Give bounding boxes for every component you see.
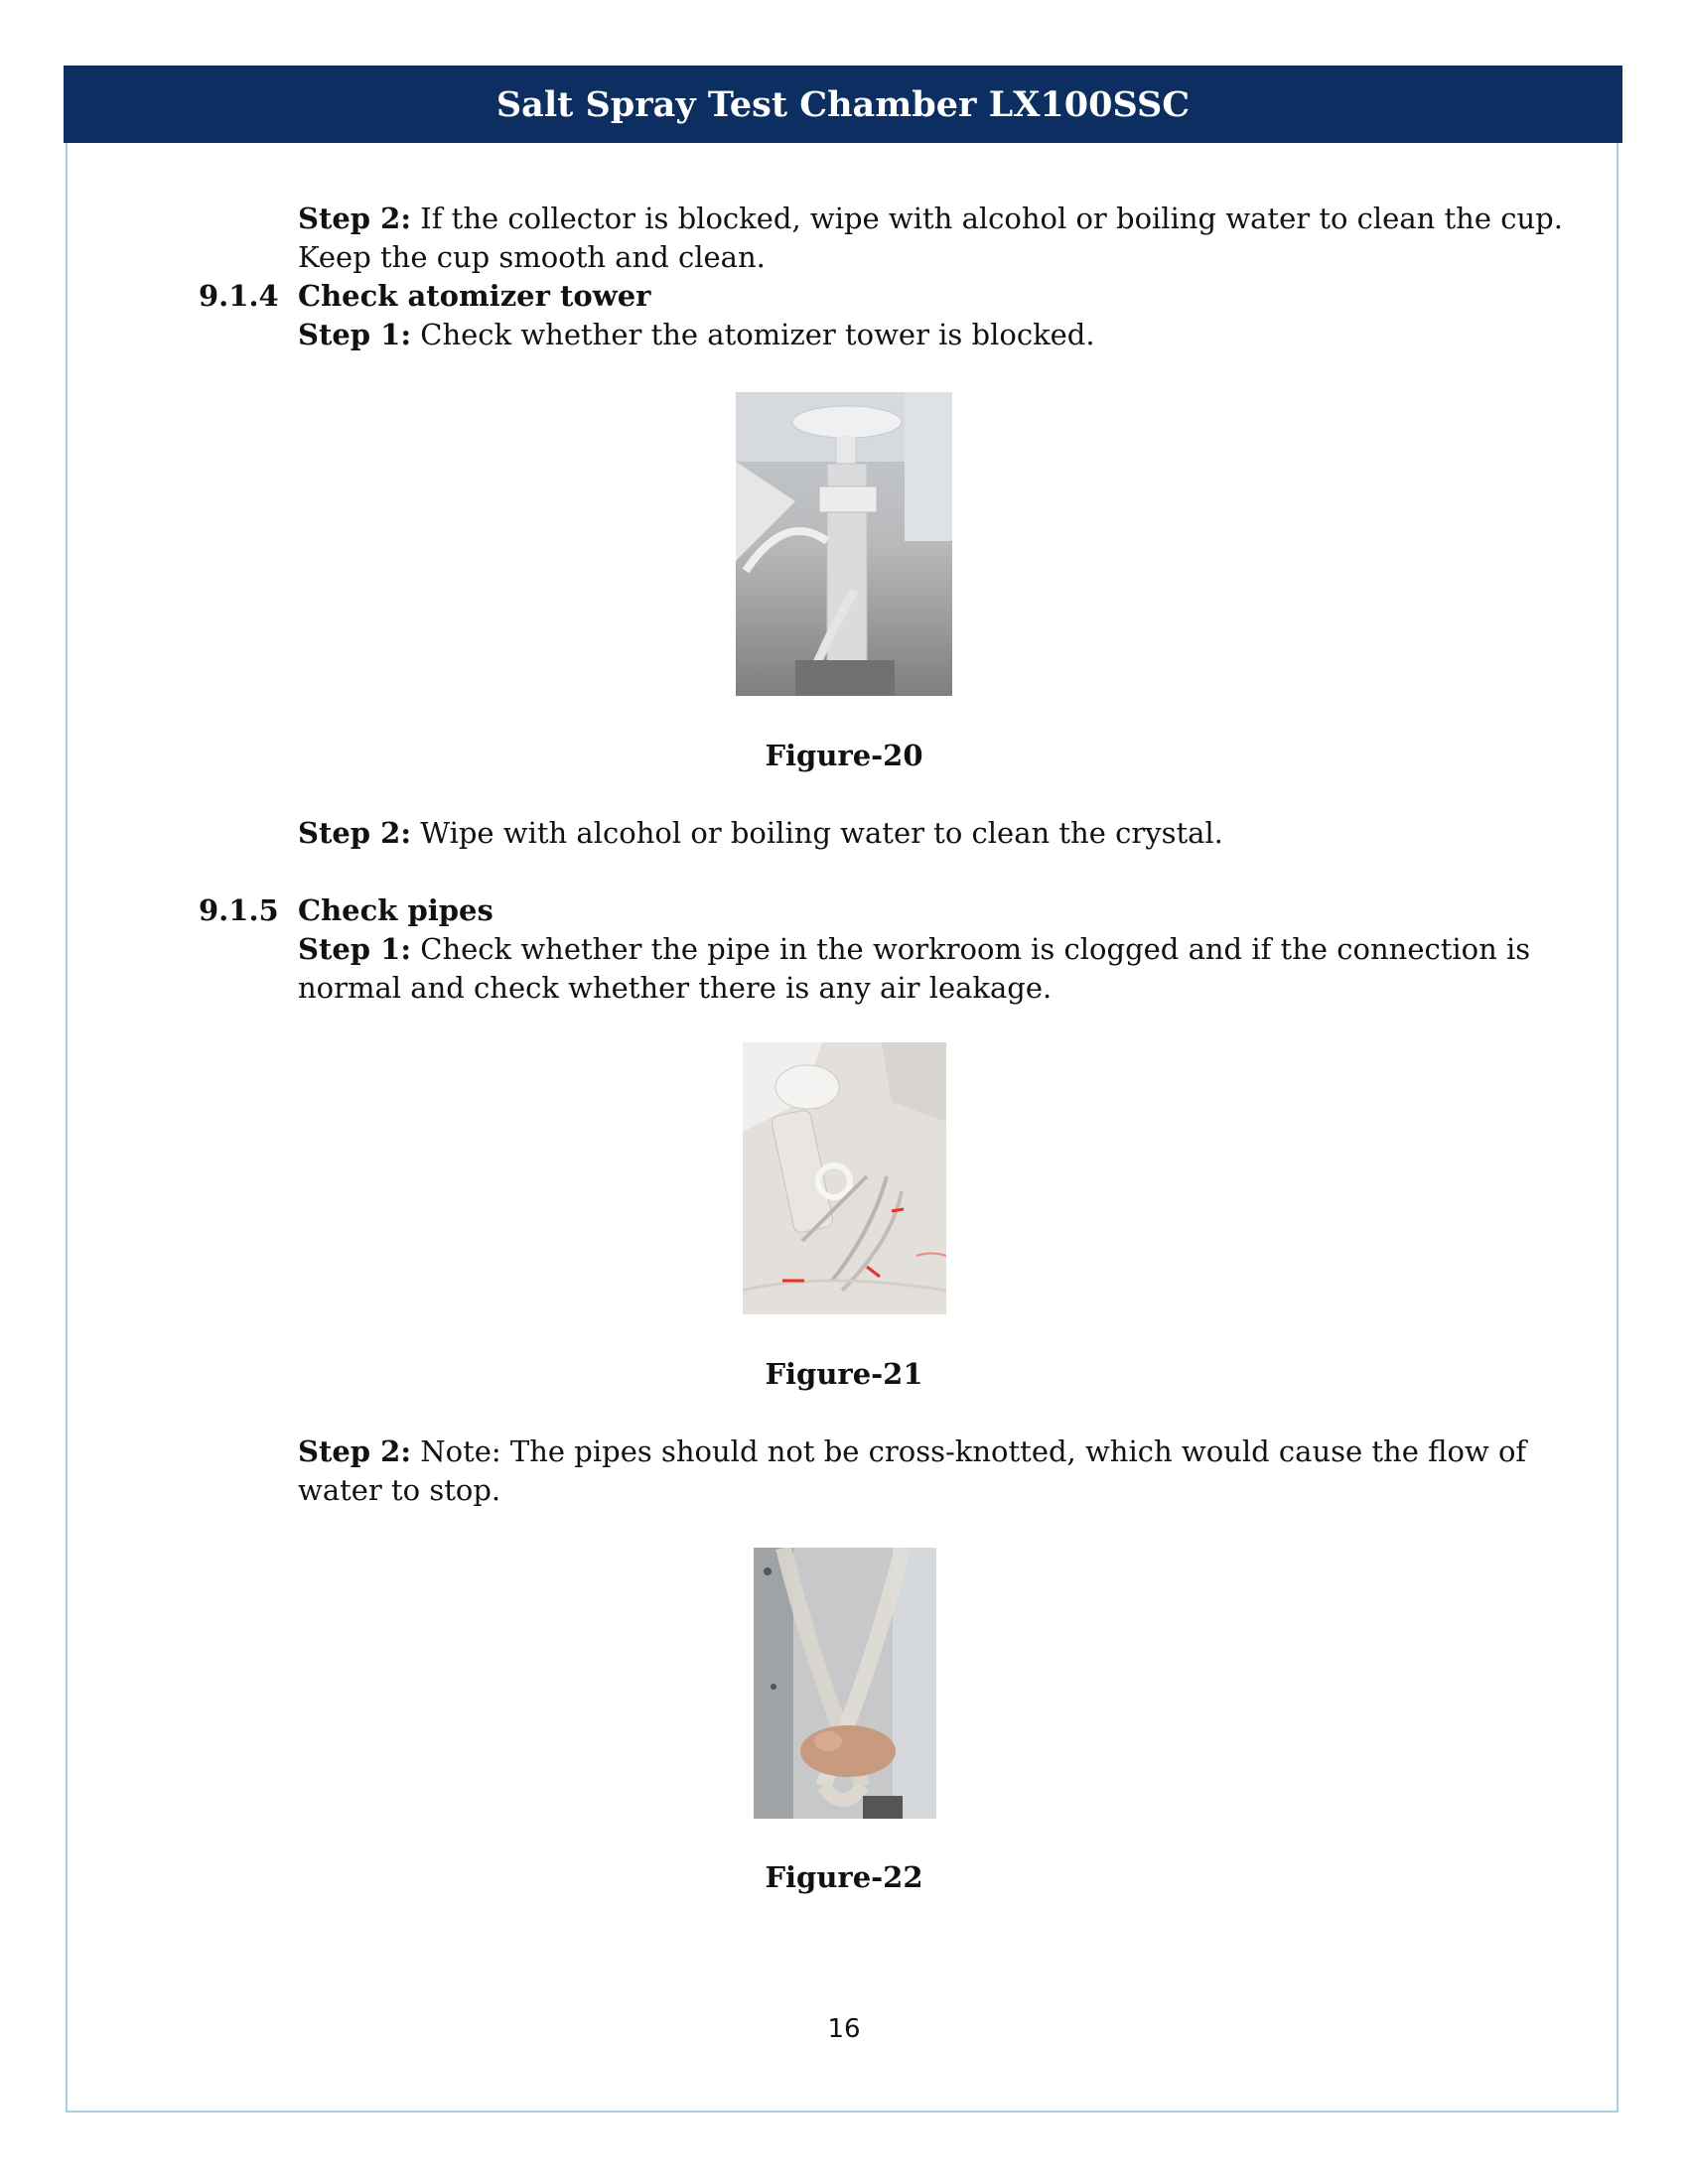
- step-text: Wipe with alcohol or boiling water to clean the crystal.: [411, 816, 1223, 850]
- section-title-915: Check pipes: [298, 893, 493, 927]
- step-text: Check whether the atomizer tower is blocked.: [411, 318, 1095, 351]
- figure-20-caption: Figure-20: [765, 739, 923, 772]
- atomizer-tower-photo: [736, 392, 952, 696]
- step1-pipes-line1: [298, 930, 1530, 969]
- step-label: Step 2:: [298, 816, 412, 850]
- section-title-914: Check atomizer tower: [298, 279, 651, 313]
- step2-collector-line2: Keep the cup smooth and clean.: [298, 240, 766, 274]
- workroom-pipes-photo: [743, 1042, 946, 1314]
- step2-crystal: [298, 814, 1223, 853]
- section-number-915: 9.1.5: [199, 893, 279, 927]
- step2-pipes-line2: water to stop.: [298, 1473, 501, 1507]
- step-text: Note: The pipes should not be cross-knotted, which would cause the flow of: [411, 1434, 1527, 1468]
- document-title: Salt Spray Test Chamber LX100SSC: [495, 83, 1191, 125]
- step-label: Step 1:: [298, 932, 412, 966]
- section-number-914: 9.1.4: [199, 279, 279, 313]
- step2-collector-line1: [298, 200, 1563, 238]
- step-text: If the collector is blocked, wipe with alcohol or boiling water to clean the cup.: [411, 202, 1563, 235]
- step-label: Step 1:: [298, 318, 412, 351]
- document-header: [64, 66, 1622, 143]
- step1-atomizer: [298, 316, 1095, 354]
- page-number: 16: [827, 2014, 861, 2044]
- crossed-pipes-photo: [754, 1548, 936, 1819]
- step-label: Step 2:: [298, 202, 412, 235]
- figure-22-caption: Figure-22: [765, 1860, 923, 1894]
- step-label: Step 2:: [298, 1434, 412, 1468]
- step1-pipes-line2: normal and check whether there is any air leakage.: [298, 971, 1053, 1005]
- step2-pipes-line1: [298, 1433, 1526, 1471]
- step-text: Check whether the pipe in the workroom is clogged and if the connection is: [411, 932, 1531, 966]
- figure-21-caption: Figure-21: [765, 1357, 923, 1391]
